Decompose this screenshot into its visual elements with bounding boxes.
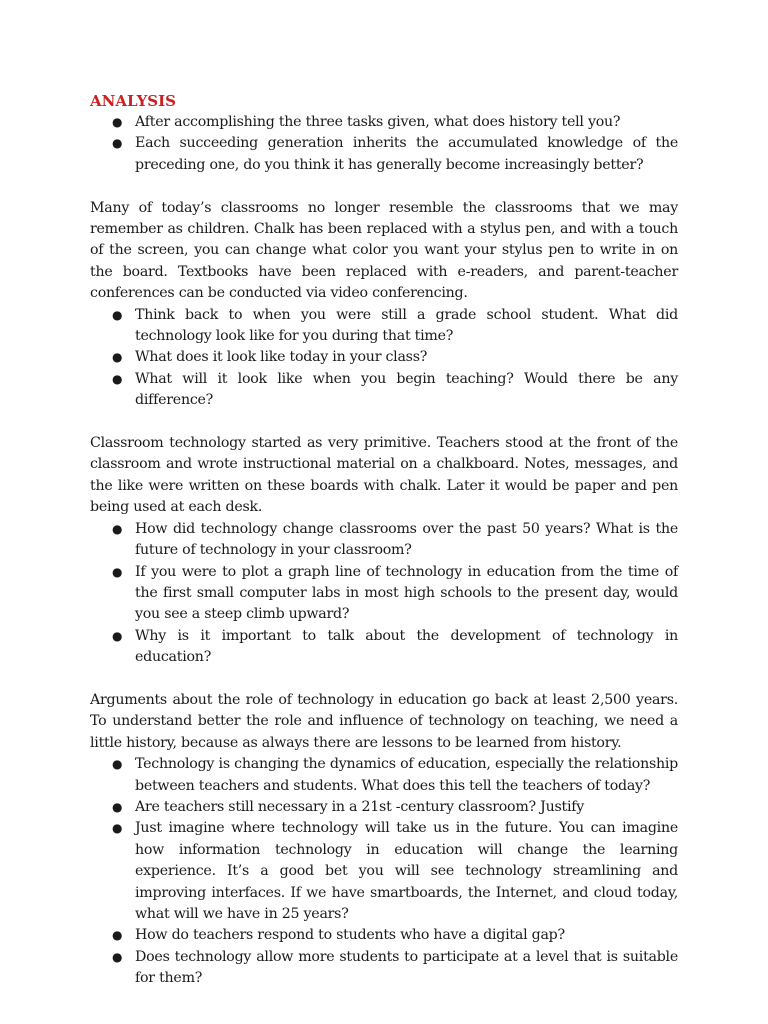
- bullet-icon: ●: [112, 821, 123, 836]
- bullet-list: [90, 519, 678, 669]
- list-item-text: What does it look like today in your class?: [135, 349, 428, 366]
- bullet-icon: ●: [112, 350, 123, 365]
- list-item: [90, 797, 678, 818]
- list-item: [90, 305, 678, 348]
- list-item-text: How do teachers respond to students who have a digital gap?: [135, 927, 565, 944]
- bullet-icon: ●: [112, 949, 123, 964]
- list-item-text: Each succeeding generation inherits the accumulated knowledge of the preceding one, do you think it has generally become increasingly better?: [135, 135, 678, 173]
- bullet-icon: ●: [112, 564, 123, 579]
- bullet-icon: ●: [112, 307, 123, 322]
- list-item: [90, 818, 678, 925]
- bullet-icon: ●: [112, 757, 123, 772]
- bullet-icon: ●: [112, 799, 123, 814]
- list-item: [90, 347, 678, 368]
- list-item-text: Just imagine where technology will take us in the future. You can imagine how information technology in education will change the learning experience. It’s a good bet you will see technology streamlining and improving interfaces. If we have smartboards, the Internet, and cloud today, what will we have in 25 years?: [135, 820, 678, 922]
- document-page: [90, 90, 678, 990]
- list-item-text: What will it look like when you begin teaching? Would there be any difference?: [135, 370, 678, 409]
- bullet-list: [90, 305, 678, 412]
- list-item: [90, 562, 678, 626]
- paragraph-gap: [90, 176, 678, 197]
- paragraph-gap: [90, 669, 678, 690]
- list-item-text: If you were to plot a graph line of technology in education from the time of the first small computer labs in most high schools to the present day, would you see a steep climb upward?: [135, 563, 678, 623]
- list-item: [90, 626, 678, 669]
- list-item-text: Are teachers still necessary in a 21st -century classroom? Justify: [135, 798, 585, 815]
- bullet-icon: ●: [112, 371, 123, 386]
- list-item: [90, 925, 678, 946]
- body-paragraph: Classroom technology started as very primitive. Teachers stood at the front of the classroom and wrote instructional material on a chalkboard. Notes, messages, and the like were written on these boards with chalk. Later it would be paper and pen being used at each desk.: [90, 435, 678, 516]
- list-item-text: Why is it important to talk about the development of technology in education?: [135, 627, 678, 666]
- list-item: [90, 369, 678, 412]
- list-item-text: Technology is changing the dynamics of education, especially the relationship between teachers and students. What does this tell the teachers of today?: [135, 756, 678, 794]
- bullet-icon: ●: [112, 628, 123, 643]
- body-paragraph: Many of today’s classrooms no longer resemble the classrooms that we may remember as children. Chalk has been replaced with a stylus pen, and with a touch of the screen, you can change what color you want your stylus pen to write in on the board. Textbooks have been replaced with e-readers, and parent-teacher conferences can be conducted via video conferencing.: [90, 199, 678, 302]
- paragraph-gap: [90, 412, 678, 433]
- bullet-icon: ●: [112, 136, 123, 151]
- section-heading: ANALYSIS: [90, 92, 176, 110]
- bullet-list: [90, 754, 678, 989]
- list-item-text: After accomplishing the three tasks given, what does history tell you?: [135, 114, 621, 130]
- list-item-text: Think back to when you were still a grade school student. What did technology look like for you during that time?: [135, 306, 678, 345]
- list-item-text: Does technology allow more students to participate at a level that is suitable for them?: [135, 948, 678, 987]
- bullet-list: [90, 112, 678, 176]
- bullet-icon: ●: [112, 928, 123, 943]
- list-item: [90, 133, 678, 176]
- list-item-text: How did technology change classrooms over the past 50 years? What is the future of technology in your classroom?: [135, 520, 678, 559]
- list-item: [90, 947, 678, 990]
- body-paragraph: Arguments about the role of technology in education go back at least 2,500 years. To understand better the role and influence of technology on teaching, we need a little history, because as always there are lessons to be learned from history.: [90, 691, 678, 751]
- bullet-icon: ●: [112, 521, 123, 536]
- list-item: [90, 519, 678, 562]
- list-item: [90, 112, 678, 133]
- bullet-icon: ●: [112, 115, 123, 129]
- list-item: [90, 754, 678, 797]
